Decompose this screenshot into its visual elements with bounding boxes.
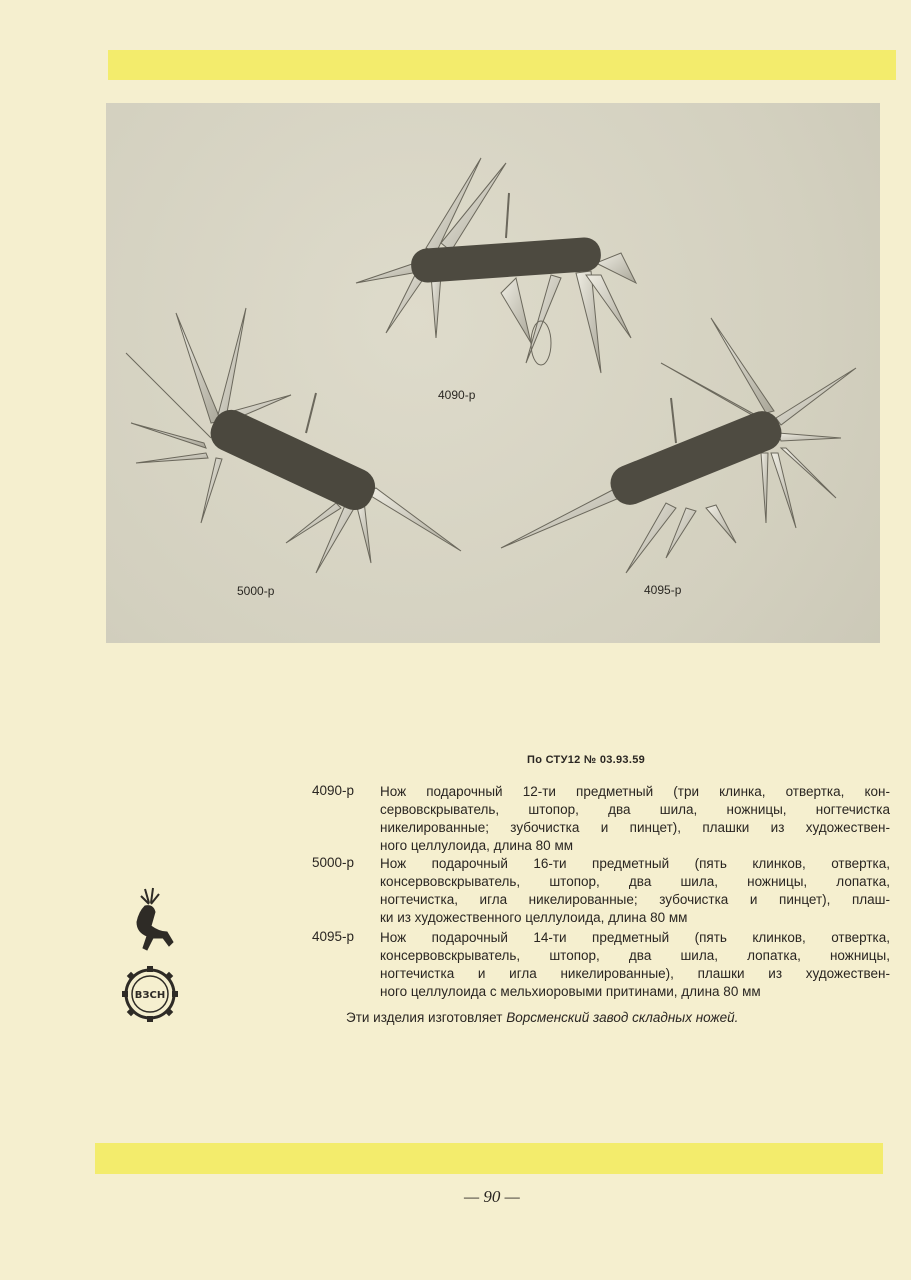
factory-name: Ворсменский завод складных ножей. — [506, 1010, 739, 1025]
factory-logo — [115, 884, 185, 1028]
entry-code: 4090-р — [312, 783, 355, 798]
description-line: консервовскрыватель, штопор, два шила, лопатка, ножницы, — [380, 948, 890, 963]
knife-5000-handle — [205, 404, 381, 516]
description-line: сервовскрыватель, штопор, два шила, ножницы, ногтечистка — [380, 802, 890, 817]
description-line: никелированные; зубочистка и пинцет), плашки из художествен- — [380, 820, 890, 835]
description-line: ногтечистка, игла никелированные; зубочистка и пинцет), плаш- — [380, 892, 890, 907]
description-line: консервовскрыватель, штопор, два шила, ножницы, лопатка, — [380, 874, 890, 889]
caption-4090: 4090-р — [438, 388, 476, 402]
logo-text: ВЗСН — [134, 990, 166, 1001]
entry-description — [380, 929, 890, 1001]
description-line: ногтечистка и игла никелированные), плашки из художествен- — [380, 966, 890, 981]
knives-photo — [106, 103, 880, 643]
description-line: Нож подарочный 14-ти предметный (пять клинков, отвертка, — [380, 930, 890, 945]
knives-illustration — [106, 103, 880, 643]
entry-description — [380, 855, 890, 927]
entry-description — [380, 783, 890, 855]
entry-code: 5000-р — [312, 855, 355, 870]
manufacturer-note — [346, 1010, 738, 1025]
deer-gear-logo-icon — [115, 884, 185, 1024]
entry-code: 4095-р — [312, 929, 355, 944]
bottom-yellow-bar — [95, 1143, 883, 1174]
description-line: ки из художественного целлулоида, длина 80 мм — [380, 910, 688, 925]
caption-5000: 5000-р — [237, 584, 275, 598]
description-line: ного целлулоида с мельхиоровыми притинами, длина 80 мм — [380, 984, 761, 999]
note-prefix: Эти изделия изготовляет — [346, 1010, 507, 1025]
caption-4095: 4095-р — [644, 583, 682, 597]
knife-4095-handle — [605, 406, 787, 511]
top-yellow-bar — [108, 50, 896, 80]
description-line: Нож подарочный 12-ти предметный (три клинка, отвертка, кон- — [380, 784, 890, 799]
standard-reference: По СТУ12 № 03.93.59 — [527, 754, 646, 766]
description-line: Нож подарочный 16-ти предметный (пять клинков, отвертка, — [380, 856, 890, 871]
description-line: ного целлулоида, длина 80 мм — [380, 838, 574, 853]
page-number: — 90 — — [464, 1187, 520, 1206]
